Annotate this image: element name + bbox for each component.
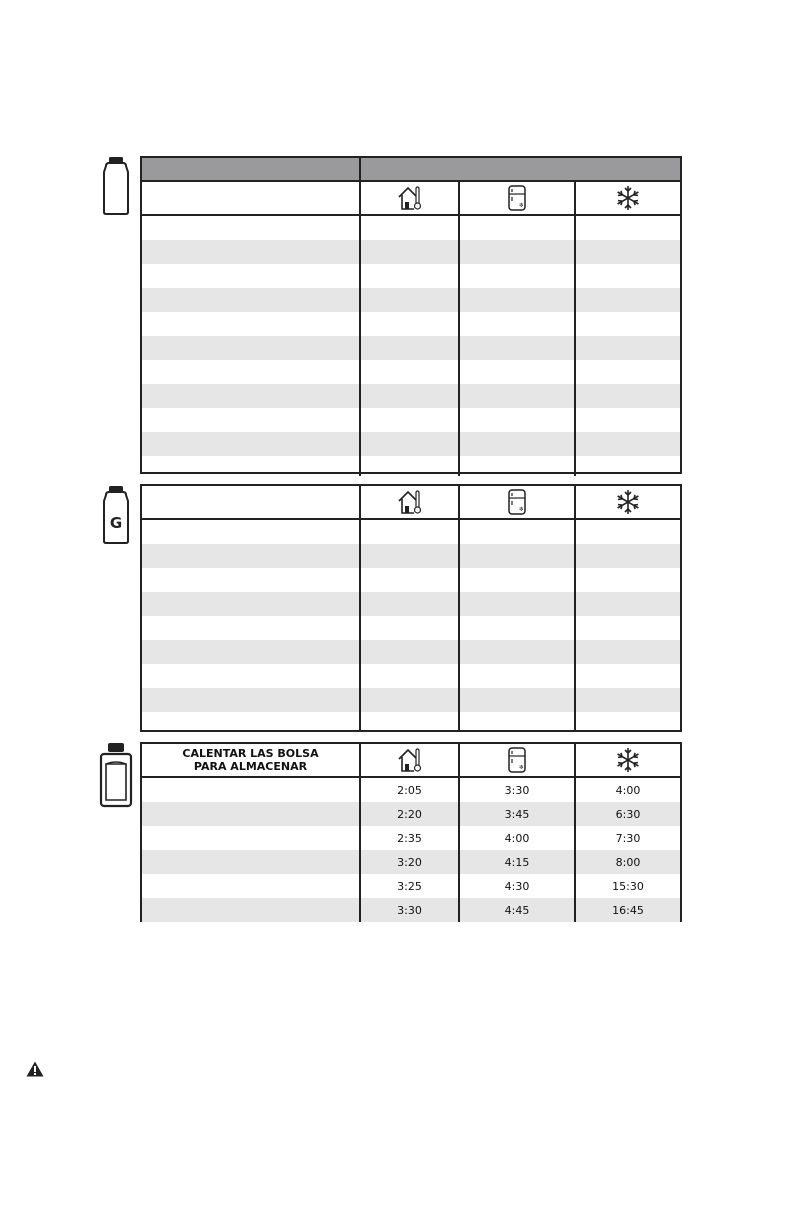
svg-text:❄: ❄ [519, 506, 525, 513]
house-thermometer-icon [396, 488, 424, 516]
table-header [142, 182, 680, 216]
table-row: 2:20 3:45 6:30 [142, 802, 680, 826]
snowflake-icon [615, 489, 641, 515]
bottle-g-label: G [109, 514, 123, 532]
warming-bag-table [140, 742, 682, 922]
house-thermometer-icon [396, 746, 424, 774]
storage-bag-icon [99, 742, 133, 808]
table-row [142, 360, 680, 384]
table-row [142, 688, 680, 712]
table-row [142, 616, 680, 640]
table-row [142, 712, 680, 732]
table-row [142, 432, 680, 456]
storage-table-1 [140, 156, 682, 474]
table-row [142, 640, 680, 664]
table-row [142, 264, 680, 288]
table-row [142, 216, 680, 240]
snowflake-icon [615, 185, 641, 211]
snowflake-icon [615, 747, 641, 773]
svg-text:❄: ❄ [519, 202, 525, 209]
table-header [142, 486, 680, 520]
refrigerator-icon [506, 185, 528, 211]
svg-text:❄: ❄ [519, 764, 525, 771]
table-row: 3:20 4:15 8:00 [142, 850, 680, 874]
table-row [142, 384, 680, 408]
table-row: 3:25 4:30 15:30 [142, 874, 680, 898]
table-row [142, 664, 680, 688]
table-row: 2:05 3:30 4:00 [142, 778, 680, 802]
table-row [142, 456, 680, 476]
refrigerator-icon [506, 747, 528, 773]
table-row: 3:30 4:45 16:45 [142, 898, 680, 922]
refrigerator-icon [506, 489, 528, 515]
house-thermometer-icon [396, 184, 424, 212]
table-row [142, 408, 680, 432]
table-row [142, 240, 680, 264]
table-top-header [142, 158, 680, 182]
table-row [142, 544, 680, 568]
glass-bottle-icon [100, 485, 132, 545]
header-label: CALENTAR LAS BOLSA PARA ALMACENAR [142, 744, 361, 776]
table-row [142, 288, 680, 312]
table-row [142, 520, 680, 544]
warning-icon [26, 1061, 44, 1077]
table-row: 2:35 4:00 7:30 [142, 826, 680, 850]
table-row [142, 568, 680, 592]
table-row [142, 336, 680, 360]
baby-bottle-icon [100, 156, 132, 216]
table-row [142, 592, 680, 616]
table-row [142, 312, 680, 336]
table-header [142, 744, 680, 778]
storage-table-2 [140, 484, 682, 732]
